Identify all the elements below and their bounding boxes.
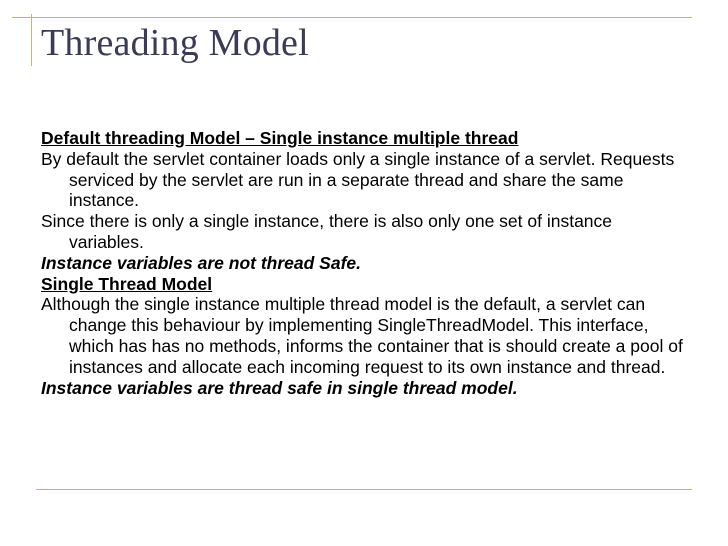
- note-not-thread-safe: Instance variables are not thread Safe.: [41, 252, 361, 273]
- slide-body: [41, 128, 691, 398]
- heading-single-thread-model: Single Thread Model: [41, 273, 213, 294]
- heading-default-threading-model: Default threading Model – Single instance multiple thread: [41, 128, 519, 148]
- paragraph-default-behaviour: By default the servlet container loads only a single instance of a servlet. Requests serviced by the servlet are run in a separate thread and share the same instance.: [41, 148, 675, 211]
- paragraph-single-instance: Since there is only a single instance, there is also only one set of instance variables.: [41, 211, 613, 252]
- slide-title: Threading Model: [41, 22, 309, 64]
- note-thread-safe: Instance variables are thread safe in single thread model.: [41, 377, 518, 398]
- frame-top-line: [12, 17, 692, 18]
- frame-bottom-line: [36, 489, 692, 490]
- frame-vertical-line: [31, 14, 32, 66]
- paragraph-single-thread-model: Although the single instance multiple thread model is the default, a servlet can change this behaviour by implementing SingleThreadModel. This interface, which has has no methods, informs the container that is should create a pool of instances and allocate each incoming request to its own instance and thread.: [41, 294, 683, 377]
